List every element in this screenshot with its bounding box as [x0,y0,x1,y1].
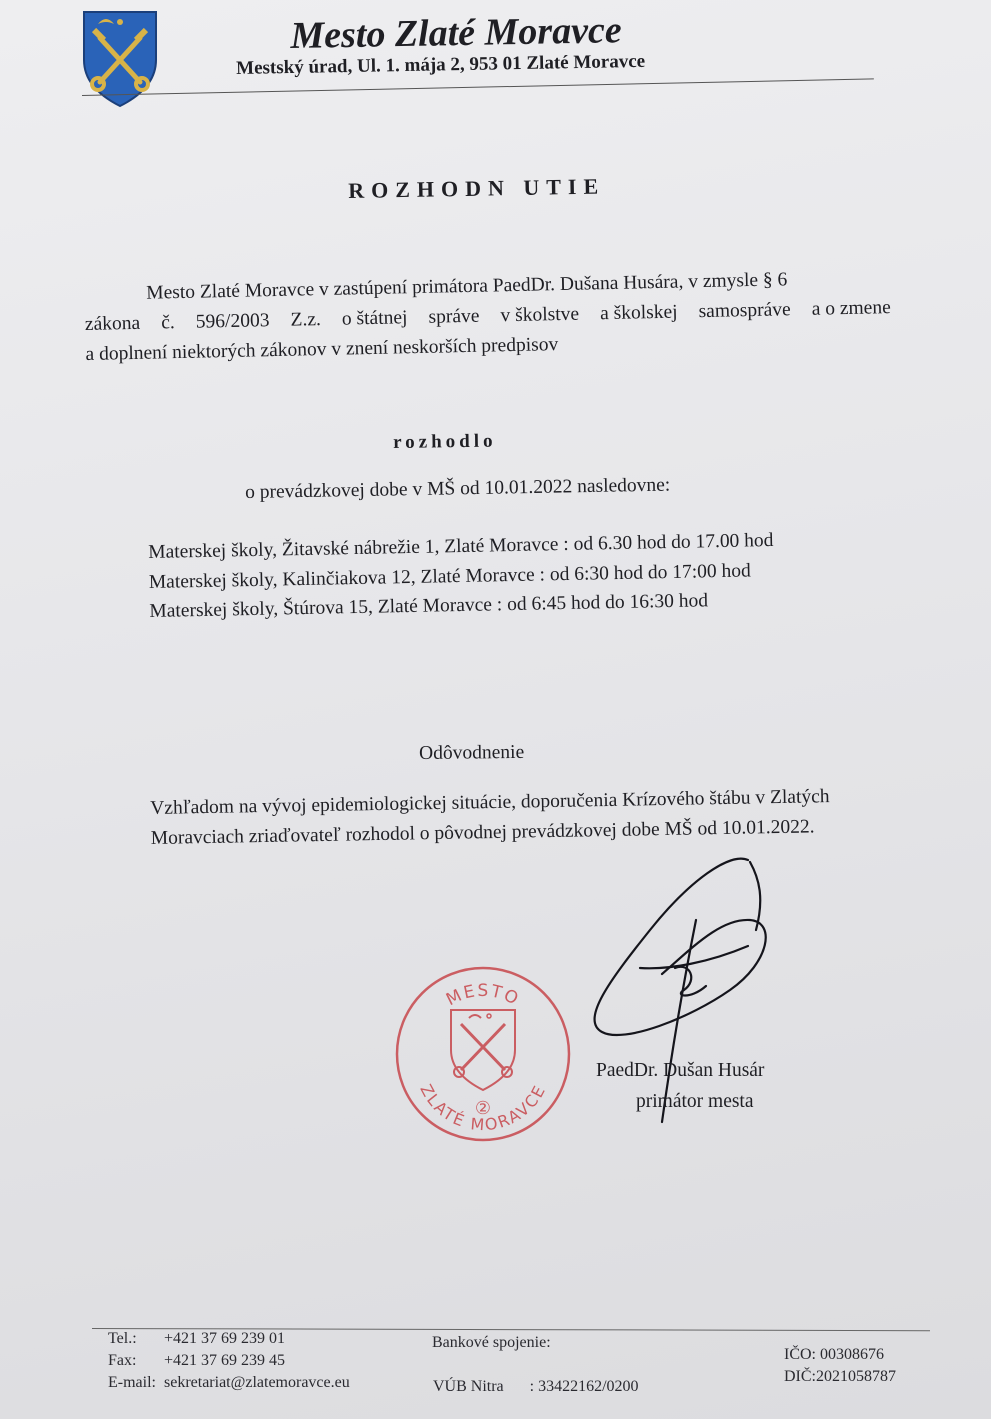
intro-line: a doplnení niektorých zákonov v znení neskorších predpisov [85,334,559,365]
contact-label: Tel.: [108,1330,137,1347]
school-hours-item: Materskej školy, Štúrova 15, Zlaté Moravce : od 6:45 hod do 16:30 hod [149,590,709,622]
signer-role: primátor mesta [636,1091,754,1112]
phone-number: +421 37 69 239 01 [164,1330,286,1347]
reasoning-line: Moravciach zriaďovateľ rozhodol o pôvodnej prevádzkovej dobe MŠ od 10.01.2022. [150,816,815,849]
contact-block [108,1328,350,1394]
bank-heading: Bankové spojenie: [432,1334,551,1351]
svg-text:MESTO: MESTO [443,980,523,1011]
decision-heading: rozhodlo [393,430,497,453]
dic-number: DIČ:2021058787 [784,1368,896,1385]
decision-lead: o prevádzkovej dobe v MŠ od 10.01.2022 nasledovne: [245,474,671,503]
header-divider [82,78,874,96]
document-title: ROZHODN UTIE [348,173,606,203]
bank-name: VÚB Nitra [433,1378,504,1395]
reasoning-heading: Odôvodnenie [419,741,525,764]
bank-account-number: : 33422162/0200 [529,1378,639,1395]
fax-number: +421 37 69 239 45 [164,1352,286,1369]
contact-label: Fax: [108,1352,137,1369]
reasoning-line: Vzhľadom na vývoj epidemiologickej situácie, doporučenia Krízového štábu v Zlatých [150,786,830,819]
intro-line: zákona č. 596/2003 Z.z. o štátnej správe v školstve a školskej samospráve a o zmene [84,297,891,335]
contact-row [108,1372,350,1394]
school-hours-item: Materskej školy, Žitavské nábrežie 1, Zlaté Moravce : od 6.30 hod do 17.00 hod [148,529,774,563]
email-address: sekretariat@zlatemoravce.eu [164,1374,350,1391]
svg-text:ZLATÉ MORAVCE: ZLATÉ MORAVCE [416,1081,550,1135]
reasoning-paragraph [150,782,830,854]
city-seal-stamp-icon [393,962,573,1147]
contact-label: E-mail: [108,1374,156,1391]
company-ids [784,1344,896,1388]
school-hours-list [148,526,775,626]
ico-number: IČO: 00308676 [784,1346,884,1363]
bank-account [433,1378,639,1396]
intro-paragraph [84,263,892,370]
handwritten-signature-icon [580,850,790,1125]
contact-row [108,1328,350,1350]
svg-text:②: ② [474,1098,492,1119]
school-hours-item: Materskej školy, Kalinčiakova 12, Zlaté Moravce : od 6:30 hod do 17:00 hod [148,559,751,593]
contact-row [108,1350,350,1372]
town-name: Mesto Zlaté Moravce [290,9,623,57]
signer-name: PaedDr. Dušan Husár [596,1060,765,1081]
town-address: Mestský úrad, Ul. 1. mája 2, 953 01 Zlaté Moravce [236,50,646,79]
intro-line: Mesto Zlaté Moravce v zastúpení primátora PaedDr. Dušana Husára, v zmysle § 6 [146,269,788,304]
